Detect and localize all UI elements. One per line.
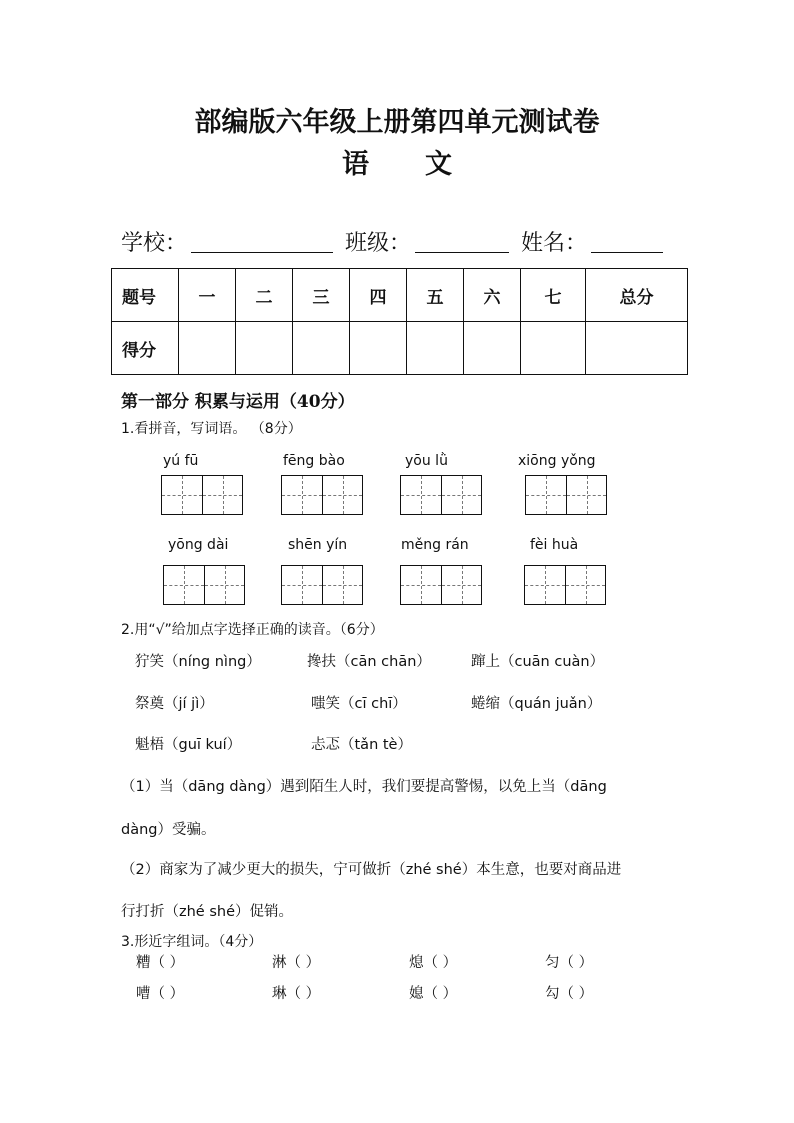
school-label: 学校： <box>121 231 188 256</box>
pinyin-label: fēng bào <box>283 453 345 469</box>
score-cell[interactable] <box>407 322 464 375</box>
score-header-cell: 三 <box>293 269 350 322</box>
sentence-1-line-2: dàng）受骗。 <box>121 822 216 838</box>
score-cell[interactable] <box>586 322 688 375</box>
pinyin-label: yú fū <box>163 453 199 469</box>
reading-item: 搀扶（cān chān） <box>307 654 431 670</box>
school-blank[interactable] <box>191 228 333 253</box>
sentence-1-line-1: （1）当（dāng dàng）遇到陌生人时，我们要提高警惕，以免上当（dāng <box>121 779 607 795</box>
score-header-cell: 四 <box>350 269 407 322</box>
student-info <box>121 226 663 257</box>
reading-item: 忐忑（tǎn tè） <box>311 737 412 753</box>
word-blank[interactable]: 熄（ ） <box>409 955 458 971</box>
score-header-cell: 二 <box>236 269 293 322</box>
writing-grid[interactable] <box>400 565 482 605</box>
pinyin-label: xiōng yǒng <box>518 453 596 469</box>
pinyin-label: yōu lǜ <box>405 453 448 469</box>
q3-label: 3.形近字组词。（4分） <box>121 934 263 950</box>
score-cell[interactable] <box>464 322 521 375</box>
word-blank[interactable]: 媳（ ） <box>409 986 458 1002</box>
writing-grid[interactable] <box>400 475 482 515</box>
writing-grid[interactable] <box>525 475 607 515</box>
writing-grid[interactable] <box>281 475 363 515</box>
word-blank[interactable]: 淋（ ） <box>272 955 321 971</box>
score-header-cell: 五 <box>407 269 464 322</box>
word-blank[interactable]: 匀（ ） <box>545 955 594 971</box>
reading-item: 狞笑（níng nìng） <box>135 654 261 670</box>
class-label: 班级： <box>345 231 412 256</box>
score-header-cell: 一 <box>179 269 236 322</box>
score-table-score-row <box>112 322 688 375</box>
class-blank[interactable] <box>415 228 509 253</box>
sentence-2-line-1: （2）商家为了减少更大的损失，宁可做折（zhé shé）本生意，也要对商品进 <box>121 862 622 878</box>
writing-grid[interactable] <box>163 565 245 605</box>
word-blank[interactable]: 勾（ ） <box>545 986 594 1002</box>
score-cell[interactable] <box>293 322 350 375</box>
q1-label: 1.看拼音，写词语。 （8分） <box>121 421 302 437</box>
page-subtitle <box>0 142 794 181</box>
pinyin-label: měng rán <box>401 537 469 553</box>
score-cell[interactable] <box>179 322 236 375</box>
score-cell[interactable] <box>236 322 293 375</box>
reading-item: 蜷缩（quán juǎn） <box>471 696 602 712</box>
word-blank[interactable]: 糟（ ） <box>136 955 185 971</box>
score-table-header-row <box>112 269 688 322</box>
word-blank[interactable]: 嘈（ ） <box>136 986 185 1002</box>
word-blank[interactable]: 琳（ ） <box>272 986 321 1002</box>
q2-label: 2.用“√”给加点字选择正确的读音。（6分） <box>121 622 384 638</box>
score-row-label: 得分 <box>112 322 179 375</box>
reading-item: 魁梧（guī kuí） <box>135 737 242 753</box>
pinyin-label: yōng dài <box>168 537 229 553</box>
section-1-heading: 第一部分 积累与运用（40分） <box>121 392 355 412</box>
subtitle-char-2: 文 <box>425 149 452 180</box>
writing-grid[interactable] <box>161 475 243 515</box>
score-cell[interactable] <box>350 322 407 375</box>
score-header-cell: 七 <box>521 269 586 322</box>
reading-item: 嗤笑（cī chī） <box>311 696 407 712</box>
sentence-2-line-2: 行打折（zhé shé）促销。 <box>121 904 293 920</box>
name-label: 姓名： <box>521 231 588 256</box>
score-header-cell: 题号 <box>112 269 179 322</box>
reading-item: 祭奠（jí jì） <box>135 696 214 712</box>
writing-grid[interactable] <box>524 565 606 605</box>
pinyin-label: fèi huà <box>530 537 579 553</box>
subtitle-char-1: 语 <box>342 149 369 180</box>
writing-grid[interactable] <box>281 565 363 605</box>
score-table <box>111 268 688 375</box>
pinyin-label: shēn yín <box>288 537 348 553</box>
reading-item: 蹿上（cuān cuàn） <box>471 654 605 670</box>
page-title: 部编版六年级上册第四单元测试卷 <box>194 107 600 138</box>
name-blank[interactable] <box>591 228 663 253</box>
score-header-cell: 六 <box>464 269 521 322</box>
score-header-cell: 总分 <box>586 269 688 322</box>
score-cell[interactable] <box>521 322 586 375</box>
